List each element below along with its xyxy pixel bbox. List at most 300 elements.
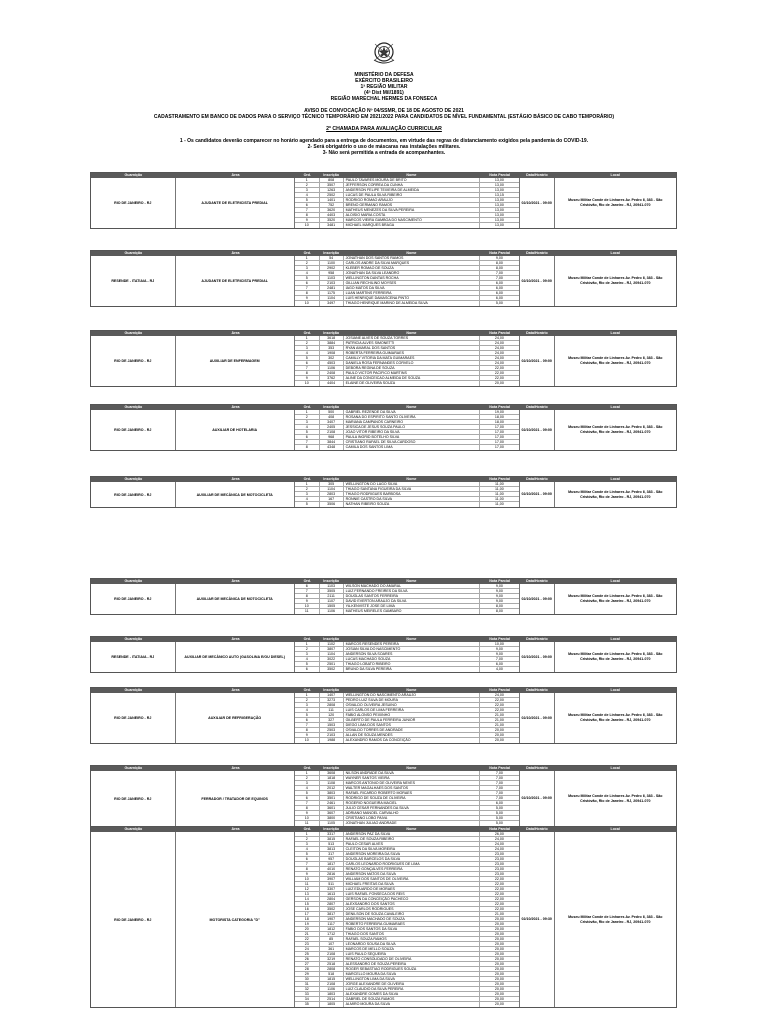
nota-cell: 24,00 bbox=[479, 336, 519, 340]
inscricao-cell: 3497 bbox=[319, 301, 343, 306]
nome-cell: RAFAEL SOUZA RAMOS bbox=[343, 937, 479, 941]
nome-cell: NATHAN RIBEIRO SOUZA bbox=[343, 502, 479, 507]
column-header-ins: Inscrição bbox=[323, 637, 340, 641]
nota-cell: 22,00 bbox=[479, 371, 519, 375]
inscricao-cell: 1407 bbox=[319, 693, 343, 697]
nome-cell: THIAGO RODRIGUES BARBOSA bbox=[343, 492, 479, 496]
nome-cell: WILSON MACHADO DO AMARAL bbox=[343, 584, 479, 588]
inscricao-cell: 1805 bbox=[319, 1002, 343, 1007]
column-header-area: Área bbox=[231, 579, 240, 583]
ord-cell: 7 bbox=[305, 862, 308, 866]
guarnicao-cell: RESENDE - ITATIAIA - RJ bbox=[91, 256, 176, 306]
table-body bbox=[91, 482, 676, 507]
candidate-rows bbox=[295, 256, 520, 306]
column-header-local: Local bbox=[610, 405, 620, 409]
results-table bbox=[90, 578, 677, 615]
candidate-rows bbox=[295, 693, 520, 743]
column-header-nota: Nota Parcial bbox=[489, 827, 510, 831]
nome-cell: ROGERIO NOGUEIRA MACIEL bbox=[343, 801, 479, 805]
nome-cell: JORGE ALEXANDRE DE OLIVEIRA bbox=[343, 982, 479, 986]
ord-cell: 8 bbox=[305, 728, 308, 732]
nome-cell: RYAN AMARAL DOS SANTOS bbox=[343, 346, 479, 350]
nome-cell: LUIS HENRIQUE DAMASCENA PINTO bbox=[343, 296, 479, 300]
nota-cell: 11,00 bbox=[479, 487, 519, 491]
nota-cell: 22,00 bbox=[479, 698, 519, 702]
inscricao-cell: 2103 bbox=[319, 733, 343, 737]
nome-cell: PATRICIA ALVES SIMONETTI bbox=[343, 341, 479, 345]
ord-cell: 7 bbox=[305, 366, 308, 370]
inscricao-cell: 2808 bbox=[319, 703, 343, 707]
guarnicao-cell: RIO DE JANEIRO - RJ bbox=[91, 771, 176, 826]
ord-cell: 4 bbox=[305, 271, 308, 275]
nome-cell: DIEGO LIMA DOS SANTOS bbox=[343, 723, 479, 727]
ord-cell: 7 bbox=[305, 801, 308, 805]
column-header-mun: Guarnição bbox=[124, 331, 143, 335]
ord-cell: 10 bbox=[304, 381, 309, 385]
inscricao-cell: 408 bbox=[319, 415, 343, 419]
data-horario-cell: 02/10/2021 - 09:00 bbox=[520, 771, 555, 826]
inscricao-cell: 2807 bbox=[319, 902, 343, 906]
nome-cell: JOSIAN SILVA DO NASCIMENTO bbox=[343, 647, 479, 651]
ord-cell: 2 bbox=[305, 341, 308, 345]
nome-cell: OSVALDO OLIVEIRA JESUINO bbox=[343, 703, 479, 707]
column-header-nota: Nota Parcial bbox=[489, 173, 510, 177]
nome-cell: LUAN MARTINS FERREIRA bbox=[343, 291, 479, 295]
inscricao-cell: 1106 bbox=[319, 987, 343, 991]
ord-cell: 5 bbox=[305, 791, 308, 795]
inscricao-cell: 2108 bbox=[319, 982, 343, 986]
inscricao-cell: 1117 bbox=[319, 922, 343, 926]
column-header-nome: Nome bbox=[406, 688, 417, 692]
column-header-nome: Nome bbox=[406, 637, 417, 641]
nota-cell: 17,00 bbox=[479, 445, 519, 450]
table-row bbox=[295, 445, 519, 450]
nome-cell: JULIO CESAR FERNANDES DA SILVA bbox=[343, 806, 479, 810]
column-header-nome: Nome bbox=[406, 579, 417, 583]
data-horario-cell: 02/10/2021 - 09:00 bbox=[520, 482, 555, 507]
column-header-data: Data/Horário bbox=[526, 173, 548, 177]
candidate-rows bbox=[295, 410, 520, 450]
ord-cell: 21 bbox=[304, 932, 309, 936]
area-cell: FERRADOR / TRATADOR DE EQUINOS bbox=[176, 771, 295, 826]
nota-cell: 11,00 bbox=[479, 497, 519, 501]
nota-cell: 9,00 bbox=[479, 599, 519, 603]
inscricao-cell: 3800 bbox=[319, 816, 343, 820]
column-header-ins: Inscrição bbox=[323, 766, 340, 770]
ord-cell: 19 bbox=[304, 922, 309, 926]
inscricao-cell: 3307 bbox=[319, 887, 343, 891]
nota-cell: 24,00 bbox=[479, 361, 519, 365]
ord-cell: 10 bbox=[304, 604, 309, 608]
ord-cell: 10 bbox=[304, 301, 309, 305]
local-cell: Museu Militar Conde de Linhares Av. Pedro II, 383 - São Cristóvão, Rio de Janeiro - RJ, 20941-070 bbox=[568, 425, 663, 434]
nota-cell: 20,00 bbox=[479, 997, 519, 1001]
nota-cell: 20,00 bbox=[479, 917, 519, 921]
inscricao-cell: 2804 bbox=[319, 897, 343, 901]
chamada-title: 2ª CHAMADA PARA AVALIAÇÃO CURRICULAR bbox=[326, 126, 442, 132]
ord-cell: 4 bbox=[305, 786, 308, 790]
ord-cell: 4 bbox=[305, 193, 308, 197]
inscricao-cell: 1815 bbox=[319, 977, 343, 981]
ord-cell: 12 bbox=[304, 887, 309, 891]
nota-cell: 22,00 bbox=[479, 897, 519, 901]
table-row bbox=[295, 667, 519, 672]
column-header-ord: Ord. bbox=[303, 766, 311, 770]
column-header-ord: Ord. bbox=[303, 688, 311, 692]
ord-cell: 20 bbox=[304, 927, 309, 931]
nome-cell: BRUNO DA SILVA PEREIRA bbox=[343, 667, 479, 672]
nota-cell: 11,00 bbox=[479, 482, 519, 486]
area-cell: AUXILIAR DE MECÂNICA DE MOTOCICLETA bbox=[176, 584, 295, 614]
inscricao-cell: 3505 bbox=[319, 589, 343, 593]
nota-cell: 7,00 bbox=[479, 776, 519, 780]
ord-cell: 3 bbox=[305, 842, 308, 846]
nome-cell: MICHAEL FREITAS DA SILVA bbox=[343, 882, 479, 886]
ord-cell: 9 bbox=[305, 376, 308, 380]
ord-cell: 1 bbox=[305, 256, 308, 260]
inscricao-cell: 1105 bbox=[319, 821, 343, 826]
ord-cell: 6 bbox=[305, 203, 308, 207]
guarnicao-cell: RIO DE JANEIRO - RJ bbox=[91, 410, 176, 450]
nome-cell: WELLINGTON DANTAS ROCHA bbox=[343, 276, 479, 280]
nota-cell: 13,00 bbox=[479, 178, 519, 182]
inscricao-cell: 808 bbox=[319, 178, 343, 182]
ord-cell: 4 bbox=[305, 847, 308, 851]
column-header-data: Data/Horário bbox=[526, 766, 548, 770]
nota-cell: 20,00 bbox=[479, 957, 519, 961]
nota-cell: 8,00 bbox=[479, 604, 519, 608]
column-header-ins: Inscrição bbox=[323, 331, 340, 335]
nome-cell: DAVID EVERTON ARAUJO DA SILVA bbox=[343, 599, 479, 603]
coat-of-arms-icon bbox=[371, 40, 397, 66]
nome-cell: GILBERTO DE PAULA FERREIRA JUNIOR bbox=[343, 718, 479, 722]
ord-cell: 4 bbox=[305, 708, 308, 712]
nota-cell: 21,00 bbox=[479, 723, 519, 727]
nota-cell: 22,00 bbox=[479, 887, 519, 891]
inscricao-cell: 111 bbox=[319, 708, 343, 712]
column-header-local: Local bbox=[610, 579, 620, 583]
column-header-ins: Inscrição bbox=[323, 688, 340, 692]
guarnicao-cell: RIO DE JANEIRO - RJ bbox=[91, 584, 176, 614]
nota-cell: 21,00 bbox=[479, 713, 519, 717]
inscricao-cell: 3601 bbox=[319, 806, 343, 810]
area-cell: MOTORISTA CATEGORIA "D" bbox=[176, 832, 295, 1007]
nota-cell: 24,00 bbox=[479, 847, 519, 851]
inscricao-cell: 3501 bbox=[319, 796, 343, 800]
ord-cell: 27 bbox=[304, 962, 309, 966]
inscricao-cell: 4010 bbox=[319, 867, 343, 871]
ord-cell: 28 bbox=[304, 967, 309, 971]
inscricao-cell: 2461 bbox=[319, 801, 343, 805]
ord-cell: 6 bbox=[305, 584, 308, 588]
nome-cell: ROSANA DO ESPIRITO SANTO OLIVEIRA bbox=[343, 415, 479, 419]
nota-cell: 22,00 bbox=[479, 892, 519, 896]
inscricao-cell: 1104 bbox=[319, 296, 343, 300]
column-header-nome: Nome bbox=[406, 827, 417, 831]
nota-cell: 22,00 bbox=[479, 708, 519, 712]
inscricao-cell: 3407 bbox=[319, 420, 343, 424]
nome-cell: PAULA INGRID BOTELHO SILVA bbox=[343, 435, 479, 439]
inscricao-cell: 107 bbox=[319, 942, 343, 946]
table-body bbox=[91, 178, 676, 228]
ord-cell: 2 bbox=[305, 261, 308, 265]
ord-cell: 8 bbox=[305, 445, 308, 449]
guarnicao-cell: RIO DE JANEIRO - RJ bbox=[91, 693, 176, 743]
ord-cell: 6 bbox=[305, 361, 308, 365]
inscricao-cell: 1102 bbox=[319, 642, 343, 646]
nome-cell: CARLOS ANDRE DA SILVA MARQUES bbox=[343, 261, 479, 265]
column-header-ord: Ord. bbox=[303, 827, 311, 831]
nota-cell: 9,00 bbox=[479, 647, 519, 651]
nome-cell: CAMILLY VITORIA DA MATA GUIMARAES bbox=[343, 356, 479, 360]
ord-cell: 4 bbox=[305, 351, 308, 355]
inscricao-cell: 3520 bbox=[319, 218, 343, 222]
ord-cell: 4 bbox=[305, 425, 308, 429]
nome-cell: JONATHAN DOS SANTOS RAMOS bbox=[343, 256, 479, 260]
table-body bbox=[91, 336, 676, 386]
ord-cell: 9 bbox=[305, 599, 308, 603]
nome-cell: LUIZ EDUARDO DE MORAES bbox=[343, 887, 479, 891]
nota-cell: 6,00 bbox=[479, 286, 519, 290]
candidate-rows bbox=[295, 642, 520, 672]
nome-cell: WILLIAM DOS SANTOS DE OLIVEIRA bbox=[343, 877, 479, 881]
inscricao-cell: 2408 bbox=[319, 371, 343, 375]
column-header-area: Área bbox=[231, 766, 240, 770]
column-header-mun: Guarnição bbox=[124, 579, 143, 583]
ord-cell: 16 bbox=[304, 907, 309, 911]
nota-cell: 20,00 bbox=[479, 733, 519, 737]
ord-cell: 2 bbox=[305, 837, 308, 841]
column-header-area: Área bbox=[231, 251, 240, 255]
inscricao-cell: 4403 bbox=[319, 213, 343, 217]
nome-cell: ANDERSON FELIPE TEIXEIRA DE ALMEIDA bbox=[343, 188, 479, 192]
area-cell: AUXILIAR DE HOTELARIA bbox=[176, 410, 295, 450]
inscricao-cell: 327 bbox=[319, 718, 343, 722]
inscricao-cell: 2502 bbox=[319, 193, 343, 197]
nome-cell: NILSON ANDRADE DA SILVA bbox=[343, 771, 479, 775]
inscricao-cell: 968 bbox=[319, 435, 343, 439]
table-body bbox=[91, 771, 676, 826]
ord-cell: 5 bbox=[305, 713, 308, 717]
header-line-3: 1ª REGIÃO MILITAR bbox=[360, 84, 408, 90]
nota-cell: 23,00 bbox=[479, 862, 519, 866]
inscricao-cell: 1503 bbox=[319, 723, 343, 727]
ord-cell: 5 bbox=[305, 662, 308, 666]
nome-cell: THIAGO LOBATO RIBEIRO bbox=[343, 662, 479, 666]
results-table bbox=[90, 687, 677, 744]
inscricao-cell: 3907 bbox=[319, 877, 343, 881]
column-header-local: Local bbox=[610, 766, 620, 770]
column-header-data: Data/Horário bbox=[526, 827, 548, 831]
column-header-local: Local bbox=[610, 827, 620, 831]
nota-cell: 20,00 bbox=[479, 932, 519, 936]
ord-cell: 10 bbox=[304, 223, 309, 227]
nota-cell: 13,00 bbox=[479, 188, 519, 192]
header-line-2: EXÉRCITO BRASILEIRO bbox=[355, 78, 413, 84]
nome-cell: GERSON DA CONCEIÇÃO PACHECO bbox=[343, 897, 479, 901]
data-horario-cell: 02/10/2021 - 09:00 bbox=[520, 336, 555, 386]
ord-cell: 18 bbox=[304, 917, 309, 921]
nota-cell: 18,00 bbox=[479, 420, 519, 424]
nome-cell: LUIS RAFAEL FONSECA DOS REIS bbox=[343, 892, 479, 896]
ord-cell: 10 bbox=[304, 738, 309, 742]
inscricao-cell: 3607 bbox=[319, 811, 343, 815]
nome-cell: RAFAEL DE SOUZA RIBEIRO bbox=[343, 837, 479, 841]
ord-cell: 11 bbox=[304, 882, 309, 886]
local-cell: Museu Militar Conde de Linhares Av. Pedro II, 383 - São Cristóvão, Rio de Janeiro - RJ, 20941-070 bbox=[568, 914, 663, 924]
ord-cell: 29 bbox=[304, 972, 309, 976]
nome-cell: RENATO GONÇALVES FERREIRA bbox=[343, 867, 479, 871]
nome-cell: WELLINGTON DO NASCIMENTO ARAUJO bbox=[343, 693, 479, 697]
nota-cell: 7,00 bbox=[479, 271, 519, 275]
candidate-rows bbox=[295, 482, 520, 507]
ord-cell: 15 bbox=[304, 902, 309, 906]
ord-cell: 33 bbox=[304, 992, 309, 996]
nota-cell: 9,00 bbox=[479, 256, 519, 260]
nota-cell: 23,00 bbox=[479, 857, 519, 861]
local-cell: Museu Militar Conde de Linhares Av. Pedro II, 383 - São Cristóvão, Rio de Janeiro - RJ, 20941-070 bbox=[568, 793, 663, 803]
ord-cell: 24 bbox=[304, 947, 309, 951]
inscricao-cell: 317 bbox=[319, 852, 343, 856]
note-2: 2- Será obrigatório o uso de máscaras nas instalações militares. bbox=[307, 144, 461, 150]
inscricao-cell: 3317 bbox=[319, 832, 343, 836]
nota-cell: 5,00 bbox=[479, 811, 519, 815]
ord-cell: 8 bbox=[305, 371, 308, 375]
ord-cell: 9 bbox=[305, 296, 308, 300]
area-cell: AUXILIAR DE REFRIGERAÇÃO bbox=[176, 693, 295, 743]
table-row bbox=[295, 381, 519, 386]
column-header-nota: Nota Parcial bbox=[489, 405, 510, 409]
guarnicao-cell: RESENDE - ITATIAIA - RJ bbox=[91, 642, 176, 672]
column-header-nota: Nota Parcial bbox=[489, 766, 510, 770]
ord-cell: 8 bbox=[305, 806, 308, 810]
nota-cell: 20,00 bbox=[479, 942, 519, 946]
nome-cell: JESSICA DE JESUS SOUZA PAULO bbox=[343, 425, 479, 429]
inscricao-cell: 2803 bbox=[319, 492, 343, 496]
nota-cell: 6,00 bbox=[479, 291, 519, 295]
nome-cell: GABRIEL DE SOUZA RAMOS bbox=[343, 997, 479, 1001]
nome-cell: CARLOS LEONARDO RODRIGUES DE LIMA bbox=[343, 862, 479, 866]
nota-cell: 20,00 bbox=[479, 937, 519, 941]
ord-cell: 1 bbox=[305, 336, 308, 340]
nota-cell: 24,00 bbox=[479, 346, 519, 350]
candidate-rows bbox=[295, 336, 520, 386]
nota-cell: 13,00 bbox=[479, 208, 519, 212]
nota-cell: 20,00 bbox=[479, 992, 519, 996]
nota-cell: 24,00 bbox=[479, 351, 519, 355]
area-cell: AUXILIAR DE MECÂNICA DE MOTOCICLETA bbox=[176, 482, 295, 507]
inscricao-cell: 1175 bbox=[319, 291, 343, 295]
column-header-ord: Ord. bbox=[303, 251, 311, 255]
column-header-ins: Inscrição bbox=[323, 827, 340, 831]
column-header-data: Data/Horário bbox=[526, 251, 548, 255]
inscricao-cell: 957 bbox=[319, 857, 343, 861]
inscricao-cell: 3844 bbox=[319, 440, 343, 444]
inscricao-cell: 361 bbox=[319, 947, 343, 951]
data-horario-cell: 02/10/2021 - 09:00 bbox=[520, 410, 555, 450]
inscricao-cell: 302 bbox=[319, 356, 343, 360]
column-header-mun: Guarnição bbox=[124, 173, 143, 177]
nome-cell: JOAO VITOR RIBEIRO DA SILVA bbox=[343, 430, 479, 434]
nome-cell: RAFAEL RICARDO ROBERTO MORAES bbox=[343, 791, 479, 795]
ord-cell: 22 bbox=[304, 937, 309, 941]
ord-cell: 17 bbox=[304, 912, 309, 916]
nome-cell: KLEBER ROMAO DE SOUZA bbox=[343, 266, 479, 270]
nome-cell: MARCOS RESENDES PEREIRA bbox=[343, 642, 479, 646]
ord-cell: 9 bbox=[305, 733, 308, 737]
inscricao-cell: 1103 bbox=[319, 276, 343, 280]
nota-cell: 20,00 bbox=[479, 947, 519, 951]
inscricao-cell: 167 bbox=[319, 497, 343, 501]
inscricao-cell: 2503 bbox=[319, 728, 343, 732]
column-header-mun: Guarnição bbox=[124, 827, 143, 831]
inscricao-cell: 1505 bbox=[319, 604, 343, 608]
ord-cell: 3 bbox=[305, 703, 308, 707]
nome-cell: LUIZ FERNANDO FREIRES DA SILVA bbox=[343, 589, 479, 593]
ord-cell: 4 bbox=[305, 657, 308, 661]
nota-cell: 23,00 bbox=[479, 867, 519, 871]
inscricao-cell: 3502 bbox=[319, 667, 343, 672]
ord-cell: 1 bbox=[305, 642, 308, 646]
data-horario-cell: 02/10/2021 - 09:00 bbox=[520, 642, 555, 672]
inscricao-cell: 2108 bbox=[319, 952, 343, 956]
nome-cell: MARCOS DE MELLO SOUZA bbox=[343, 947, 479, 951]
nota-cell: 22,00 bbox=[479, 703, 519, 707]
nome-cell: ALMIRO MOURA DA SILVA bbox=[343, 1002, 479, 1007]
inscricao-cell: 85 bbox=[319, 937, 343, 941]
ord-cell: 7 bbox=[305, 723, 308, 727]
inscricao-cell: 1107 bbox=[319, 599, 343, 603]
nota-cell: 26,00 bbox=[479, 832, 519, 836]
ord-cell: 32 bbox=[304, 987, 309, 991]
inscricao-cell: 2808 bbox=[319, 967, 343, 971]
column-header-area: Área bbox=[231, 688, 240, 692]
nome-cell: LUCAS MACHADO SOUZA bbox=[343, 657, 479, 661]
ord-cell: 5 bbox=[305, 198, 308, 202]
nota-cell: 20,00 bbox=[479, 1002, 519, 1007]
nome-cell: PAULO TAVARES MOURA DE BRITO bbox=[343, 178, 479, 182]
nota-cell: 7,00 bbox=[479, 786, 519, 790]
ord-cell: 14 bbox=[304, 897, 309, 901]
nome-cell: IAGO MATOS DA SILVA bbox=[343, 286, 479, 290]
local-cell: Museu Militar Conde de Linhares Av. Pedro II, 383 - São Cristóvão, Rio de Janeiro - RJ, 20941-070 bbox=[568, 652, 663, 661]
ord-cell: 6 bbox=[305, 435, 308, 439]
ord-cell: 25 bbox=[304, 952, 309, 956]
table-row bbox=[295, 738, 519, 743]
table-body bbox=[91, 410, 676, 450]
nome-cell: RODRIGO ROMAO ARAUJO bbox=[343, 198, 479, 202]
table-row bbox=[295, 502, 519, 507]
nome-cell: ANDERSON MATOS DA SILVA bbox=[343, 872, 479, 876]
nota-cell: 24,00 bbox=[479, 341, 519, 345]
nome-cell: ALLAN DE SOUZA MENDES bbox=[343, 733, 479, 737]
inscricao-cell: 1812 bbox=[319, 927, 343, 931]
inscricao-cell: 1100 bbox=[319, 261, 343, 265]
nome-cell: LUIZ CLAUDIO DA SILVA PEREIRA bbox=[343, 987, 479, 991]
column-header-mun: Guarnição bbox=[124, 405, 143, 409]
column-header-ins: Inscrição bbox=[323, 251, 340, 255]
nome-cell: THIAGO SANTANA FIGUEIRA DA SILVA bbox=[343, 487, 479, 491]
ord-cell: 10 bbox=[304, 816, 309, 820]
ord-cell: 7 bbox=[305, 589, 308, 593]
inscricao-cell: 2012 bbox=[319, 786, 343, 790]
table-row bbox=[295, 223, 519, 228]
ord-cell: 4 bbox=[305, 497, 308, 501]
nome-cell: PEDRO LUIZ SILVA DE MOURA bbox=[343, 698, 479, 702]
local-cell: Museu Militar Conde de Linhares Av. Pedro II, 383 - São Cristóvão, Rio de Janeiro - RJ, 20941-070 bbox=[568, 594, 663, 603]
candidate-rows bbox=[295, 832, 520, 1007]
ord-cell: 6 bbox=[305, 281, 308, 285]
